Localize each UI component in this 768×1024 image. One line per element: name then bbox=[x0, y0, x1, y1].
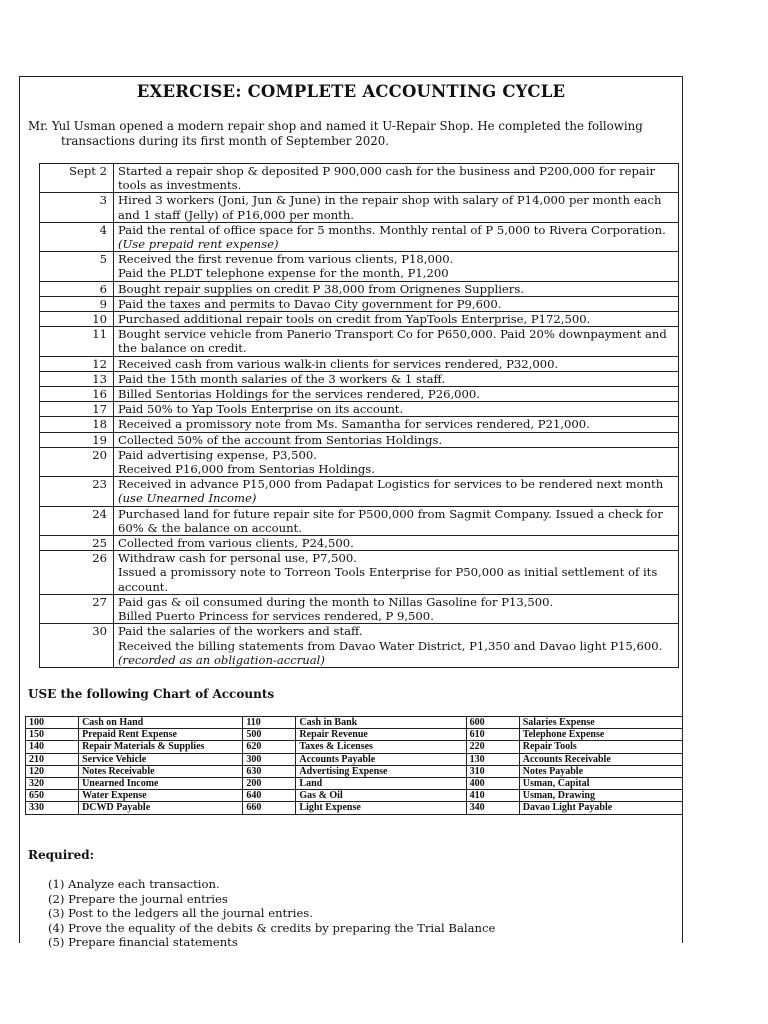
transaction-line: Issued a promissory note to Torreon Tools Enterprise for P50,000 as initial settlement of its bbox=[118, 565, 658, 580]
chart-of-accounts-heading: USE the following Chart of Accounts bbox=[28, 687, 275, 701]
transaction-line: Paid the 15th month salaries of the 3 workers & 1 staff. bbox=[118, 371, 446, 386]
transaction-line: Collected from various clients, P24,500. bbox=[118, 536, 354, 551]
transaction-line: Bought repair supplies on credit P 38,000 from Orignenes Suppliers. bbox=[118, 281, 524, 296]
account-code: 610 bbox=[466, 729, 519, 741]
transaction-row bbox=[40, 432, 679, 447]
account-row bbox=[26, 717, 683, 729]
page-title: EXERCISE: COMPLETE ACCOUNTING CYCLE bbox=[136, 82, 566, 101]
transaction-description bbox=[114, 387, 679, 402]
transaction-line: Paid the PLDT telephone expense for the month, P1,200 bbox=[118, 266, 449, 281]
transaction-date: 24 bbox=[40, 506, 114, 535]
required-item: (1) Analyze each transaction. bbox=[48, 877, 220, 891]
transaction-line: Received a promissory note from Ms. Samantha for services rendered, P21,000. bbox=[118, 417, 590, 432]
account-code: 120 bbox=[26, 765, 79, 777]
exercise-page bbox=[19, 76, 683, 950]
transaction-row bbox=[40, 312, 679, 327]
account-name: Light Expense bbox=[296, 802, 466, 814]
account-name: Usman, Capital bbox=[519, 778, 682, 790]
transaction-row bbox=[40, 371, 679, 386]
transaction-row bbox=[40, 506, 679, 535]
transaction-description bbox=[114, 312, 679, 327]
transaction-line: account. bbox=[118, 579, 169, 594]
account-code: 150 bbox=[26, 729, 79, 741]
account-code: 650 bbox=[26, 790, 79, 802]
account-code: 600 bbox=[466, 717, 519, 729]
transaction-line: Collected 50% of the account from Sentorias Holdings. bbox=[118, 432, 443, 447]
transaction-line: (use Unearned Income) bbox=[118, 491, 257, 506]
transaction-date: 11 bbox=[40, 327, 114, 356]
transaction-row bbox=[40, 387, 679, 402]
account-code: 310 bbox=[466, 765, 519, 777]
transaction-line: Paid 50% to Yap Tools Enterprise on its account. bbox=[118, 402, 404, 417]
transaction-description bbox=[114, 281, 679, 296]
transaction-date: 17 bbox=[40, 402, 114, 417]
transaction-line: the balance on credit. bbox=[118, 341, 247, 356]
transaction-date: 4 bbox=[40, 222, 114, 251]
transaction-description bbox=[114, 551, 679, 595]
account-code: 140 bbox=[26, 741, 79, 753]
account-row bbox=[26, 790, 683, 802]
transaction-line: Billed Sentorias Holdings for the services rendered, P26,000. bbox=[118, 387, 480, 402]
transaction-date: 20 bbox=[40, 447, 114, 476]
transaction-line: Received the first revenue from various clients, P18,000. bbox=[118, 252, 454, 267]
transaction-description bbox=[114, 536, 679, 551]
account-row bbox=[26, 741, 683, 753]
transaction-row bbox=[40, 222, 679, 251]
transaction-date: 19 bbox=[40, 432, 114, 447]
account-name: Cash on Hand bbox=[79, 717, 243, 729]
chart-of-accounts-table bbox=[25, 716, 683, 815]
transaction-row bbox=[40, 447, 679, 476]
transaction-description bbox=[114, 447, 679, 476]
account-code: 210 bbox=[26, 753, 79, 765]
account-name: Notes Receivable bbox=[79, 765, 243, 777]
transaction-description bbox=[114, 356, 679, 371]
transaction-description bbox=[114, 222, 679, 251]
account-name: Cash in Bank bbox=[296, 717, 466, 729]
account-name: Davao Light Payable bbox=[519, 802, 682, 814]
account-code: 340 bbox=[466, 802, 519, 814]
required-item: (5) Prepare financial statements bbox=[48, 935, 238, 950]
account-name: Prepaid Rent Expense bbox=[79, 729, 243, 741]
account-code: 400 bbox=[466, 778, 519, 790]
transaction-date: 13 bbox=[40, 371, 114, 386]
transaction-row bbox=[40, 551, 679, 595]
required-item: (4) Prove the equality of the debits & credits by preparing the Trial Balance bbox=[48, 920, 496, 935]
account-name: DCWD Payable bbox=[79, 802, 243, 814]
transaction-date: 6 bbox=[40, 281, 114, 296]
transaction-row bbox=[40, 164, 679, 193]
transaction-row bbox=[40, 624, 679, 668]
transaction-description bbox=[114, 624, 679, 668]
transaction-description bbox=[114, 506, 679, 535]
account-name: Repair Revenue bbox=[296, 729, 466, 741]
account-code: 130 bbox=[466, 753, 519, 765]
transaction-description bbox=[114, 327, 679, 356]
account-code: 660 bbox=[243, 802, 296, 814]
transaction-date: 5 bbox=[40, 252, 114, 281]
account-name: Repair Materials & Supplies bbox=[79, 741, 243, 753]
transaction-line: Paid gas & oil consumed during the month to Nillas Gasoline for P13,500. bbox=[118, 594, 554, 609]
transaction-line: Paid advertising expense, P3,500. bbox=[118, 447, 317, 462]
transaction-line: Received P16,000 from Sentorias Holdings. bbox=[118, 462, 375, 477]
account-name: Telephone Expense bbox=[519, 729, 682, 741]
account-name: Water Expense bbox=[79, 790, 243, 802]
account-name: Gas & Oil bbox=[296, 790, 466, 802]
account-name: Notes Payable bbox=[519, 765, 682, 777]
transaction-description bbox=[114, 477, 679, 506]
intro-paragraph bbox=[28, 119, 668, 148]
transaction-row bbox=[40, 402, 679, 417]
transaction-description bbox=[114, 296, 679, 311]
transaction-line: Paid the taxes and permits to Davao City government for P9,600. bbox=[118, 296, 502, 311]
transaction-row bbox=[40, 536, 679, 551]
transaction-line: Paid the salaries of the workers and staff. bbox=[118, 624, 363, 639]
account-name: Repair Tools bbox=[519, 741, 682, 753]
transaction-line: Purchased additional repair tools on credit from YapTools Enterprise, P172,500. bbox=[118, 312, 591, 327]
account-code: 220 bbox=[466, 741, 519, 753]
account-name: Taxes & Licenses bbox=[296, 741, 466, 753]
account-code: 200 bbox=[243, 778, 296, 790]
transaction-date: 3 bbox=[40, 193, 114, 222]
transaction-date: 30 bbox=[40, 624, 114, 668]
account-code: 100 bbox=[26, 717, 79, 729]
transaction-row bbox=[40, 356, 679, 371]
account-row bbox=[26, 753, 683, 765]
transaction-line: Received in advance P15,000 from Padapat Logistics for services to be rendered next month bbox=[118, 477, 664, 492]
transaction-description bbox=[114, 594, 679, 623]
account-name: Advertising Expense bbox=[296, 765, 466, 777]
transaction-row bbox=[40, 417, 679, 432]
account-name: Service Vehicle bbox=[79, 753, 243, 765]
transaction-line: Bought service vehicle from Panerio Transport Co for P650,000. Paid 20% downpayment and bbox=[118, 327, 667, 342]
transaction-row bbox=[40, 252, 679, 281]
account-name: Salaries Expense bbox=[519, 717, 682, 729]
account-code: 320 bbox=[26, 778, 79, 790]
required-heading: Required: bbox=[28, 848, 95, 862]
transaction-line: Hired 3 workers (Joni, Jun & June) in the repair shop with salary of P14,000 per month each bbox=[118, 193, 662, 208]
intro-line: Mr. Yul Usman opened a modern repair shop and named it U-Repair Shop. He completed the following bbox=[28, 119, 643, 133]
transaction-line: Paid the rental of office space for 5 months. Monthly rental of P 5,000 to Rivera Corporation. bbox=[118, 222, 666, 237]
transaction-description bbox=[114, 164, 679, 193]
account-row bbox=[26, 802, 683, 814]
transaction-date: 10 bbox=[40, 312, 114, 327]
transaction-description bbox=[114, 252, 679, 281]
transaction-line: 60% & the balance on account. bbox=[118, 520, 302, 535]
account-row bbox=[26, 765, 683, 777]
required-item: (3) Post to the ledgers all the journal entries. bbox=[48, 906, 313, 921]
account-name: Land bbox=[296, 778, 466, 790]
transaction-line: tools as investments. bbox=[118, 178, 242, 193]
transaction-row bbox=[40, 477, 679, 506]
account-row bbox=[26, 778, 683, 790]
transaction-line: Started a repair shop & deposited P 900,000 cash for the business and P200,000 for repair bbox=[118, 164, 656, 178]
transaction-date: 25 bbox=[40, 536, 114, 551]
transaction-line: (recorded as an obligation-accrual) bbox=[118, 652, 325, 667]
transaction-date: 18 bbox=[40, 417, 114, 432]
transaction-date: 26 bbox=[40, 551, 114, 595]
transaction-line: (Use prepaid rent expense) bbox=[118, 237, 279, 252]
account-code: 110 bbox=[243, 717, 296, 729]
account-name: Usman, Drawing bbox=[519, 790, 682, 802]
account-name: Accounts Receivable bbox=[519, 753, 682, 765]
transaction-line: Billed Puerto Princess for services rendered, P 9,500. bbox=[118, 609, 434, 624]
account-code: 630 bbox=[243, 765, 296, 777]
transaction-description bbox=[114, 371, 679, 386]
transaction-date: 27 bbox=[40, 594, 114, 623]
account-code: 330 bbox=[26, 802, 79, 814]
account-code: 300 bbox=[243, 753, 296, 765]
required-list bbox=[48, 877, 495, 950]
account-code: 620 bbox=[243, 741, 296, 753]
transaction-row bbox=[40, 594, 679, 623]
transaction-date: 16 bbox=[40, 387, 114, 402]
transaction-date: 9 bbox=[40, 296, 114, 311]
required-item: (2) Prepare the journal entries bbox=[48, 891, 228, 906]
account-code: 640 bbox=[243, 790, 296, 802]
transaction-description bbox=[114, 417, 679, 432]
account-row bbox=[26, 729, 683, 741]
transaction-description bbox=[114, 402, 679, 417]
transaction-line: Withdraw cash for personal use, P7,500. bbox=[118, 551, 357, 566]
transaction-row bbox=[40, 281, 679, 296]
transaction-row bbox=[40, 327, 679, 356]
account-name: Unearned Income bbox=[79, 778, 243, 790]
transaction-line: Received the billing statements from Davao Water District, P1,350 and Davao light P15,600. bbox=[118, 638, 663, 653]
account-code: 500 bbox=[243, 729, 296, 741]
account-name: Accounts Payable bbox=[296, 753, 466, 765]
transactions-table bbox=[39, 163, 679, 668]
transaction-date: 12 bbox=[40, 356, 114, 371]
transaction-line: Purchased land for future repair site for P500,000 from Sagmit Company. Issued a check for bbox=[118, 506, 663, 521]
account-code: 410 bbox=[466, 790, 519, 802]
transaction-description bbox=[114, 193, 679, 222]
transaction-line: Received cash from various walk-in clients for services rendered, P32,000. bbox=[118, 356, 559, 371]
intro-line: transactions during its first month of September 2020. bbox=[61, 133, 389, 148]
transaction-date: 23 bbox=[40, 477, 114, 506]
transaction-description bbox=[114, 432, 679, 447]
transaction-date: Sept 2 bbox=[40, 164, 114, 193]
transaction-row bbox=[40, 296, 679, 311]
transaction-line: and 1 staff (Jelly) of P16,000 per month. bbox=[118, 207, 354, 222]
transaction-row bbox=[40, 193, 679, 222]
